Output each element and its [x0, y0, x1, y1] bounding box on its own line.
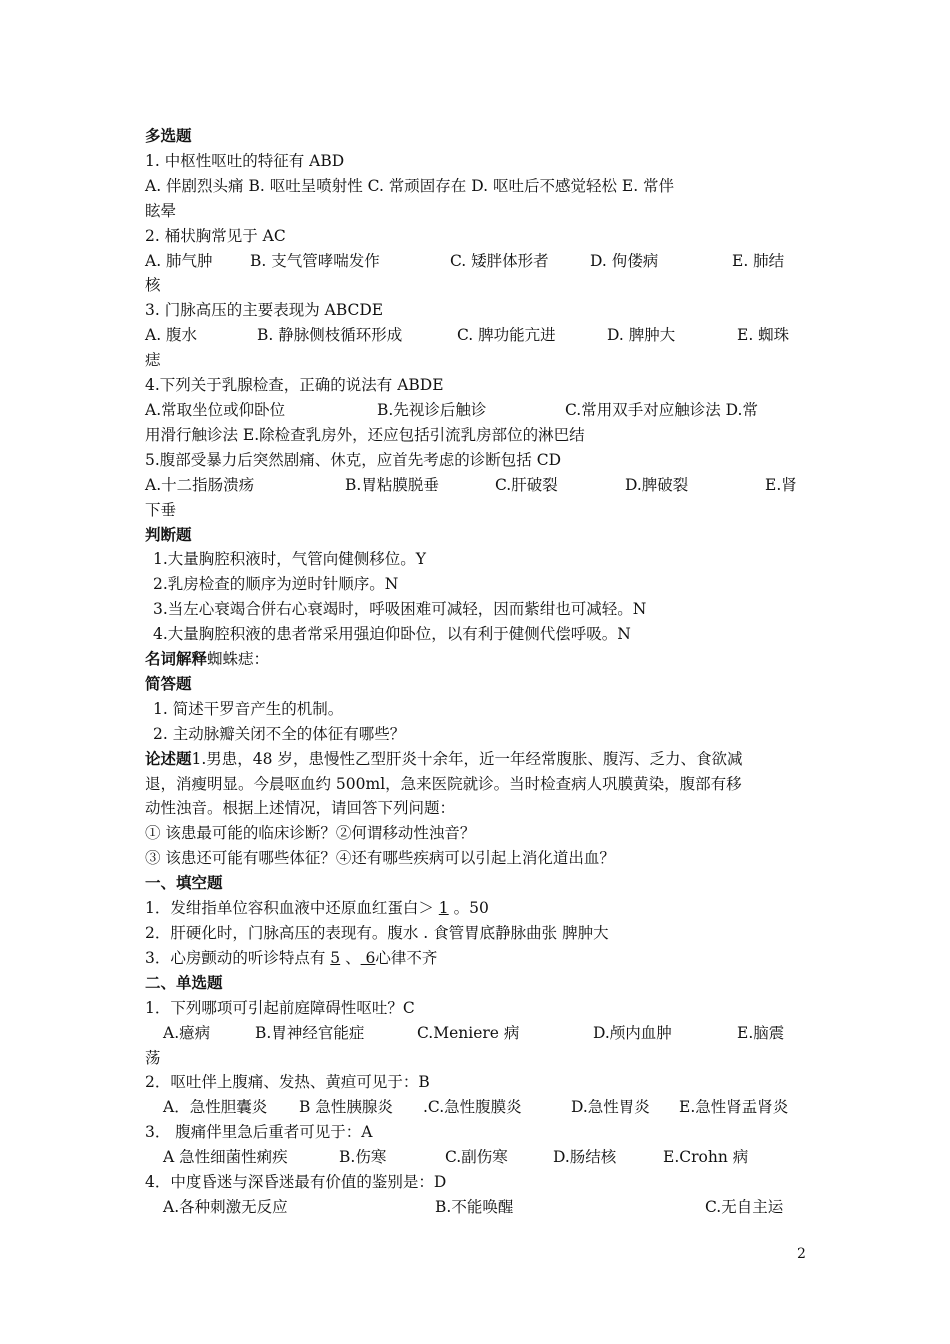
question: 3. 门脉高压的主要表现为 ABCDE	[145, 301, 384, 320]
option: B.胃神经官能症	[255, 1023, 365, 1042]
judge-item: 3.当左心衰竭合併右心衰竭时，呼吸困难可减轻，因而紫绀也可减轻。N	[153, 600, 647, 619]
option: E.急性肾盂肾炎	[679, 1098, 789, 1117]
short-item: 2. 主动脉瓣关闭不全的体征有哪些？	[153, 724, 406, 743]
essay-line: 动性浊音。根据上述情况，请回答下列问题：	[145, 799, 456, 818]
question: 5.腹部受暴力后突然剧痛、休克，应首先考虑的诊断包括 CD	[145, 450, 562, 469]
option: E.肾	[765, 475, 797, 494]
fill-text: 、	[340, 948, 361, 967]
option: A. 腹水	[145, 326, 198, 345]
option: E. 肺结	[732, 251, 785, 270]
options-line	[145, 473, 810, 498]
question: 4.下列关于乳腺检查，正确的说法有 ABDE	[145, 376, 444, 395]
question: 2．呕吐伴上腹痛、发热、黄疸可见于：B	[145, 1073, 430, 1092]
option: C. 矮胖体形者	[450, 251, 549, 270]
option: E.脑震	[737, 1023, 785, 1042]
options-line	[145, 249, 810, 274]
option: .C.急性腹膜炎	[423, 1098, 522, 1117]
options-line-wrap: 荡	[145, 1048, 161, 1067]
options-line-wrap: 核	[145, 276, 161, 295]
fill-blank: 5	[330, 948, 341, 967]
option: C. 脾功能亢进	[457, 326, 556, 345]
fill-item	[145, 896, 810, 921]
essay-line	[145, 747, 810, 772]
question: 1. 中枢性呕吐的特征有 ABD	[145, 151, 345, 170]
options-line	[145, 1145, 810, 1170]
section-heading-single: 二、单选题	[145, 972, 223, 992]
option: D.颅内血肿	[593, 1023, 672, 1042]
option: D. 佝偻病	[590, 251, 659, 270]
option: D.脾破裂	[625, 475, 689, 494]
option: C.肝破裂	[495, 475, 558, 494]
options-line	[145, 323, 810, 348]
fill-text: 。50	[448, 899, 489, 918]
options-line-wrap: 痣	[145, 351, 161, 370]
option: B.先视诊后触诊	[377, 400, 487, 419]
page-number: 2	[797, 1246, 806, 1262]
judge-item: 4.大量胸腔积液的患者常采用强迫仰卧位，以有利于健侧代偿呼吸。N	[153, 625, 631, 644]
term-line	[145, 647, 810, 672]
option: D.肠结核	[553, 1148, 617, 1167]
option: D. 脾肿大	[607, 326, 676, 345]
question: 2. 桶状胸常见于 AC	[145, 226, 286, 245]
fill-item: 2．肝硬化时，门脉高压的表现有。腹水 . 食管胃底静脉曲张 脾肿大	[145, 924, 609, 942]
judge-item: 2.乳房检查的顺序为逆时针顺序。N	[153, 575, 399, 594]
options-line-wrap: 用滑行触诊法 E.除检查乳房外，还应包括引流乳房部位的淋巴结	[145, 425, 585, 444]
essay-line: ① 该患最可能的临床诊断？②何谓移动性浊音？	[145, 824, 476, 843]
fill-text: 3．心房颤动的听诊特点有	[145, 948, 331, 967]
section-heading-judge: 判断题	[145, 524, 192, 544]
option: C.Meniere 病	[417, 1023, 520, 1042]
option: B 急性胰腺炎	[299, 1098, 393, 1117]
option: B.胃粘膜脱垂	[345, 475, 439, 494]
section-heading-essay: 论述题	[145, 748, 192, 768]
page-content	[145, 124, 810, 1220]
essay-line: ③ 该患还可能有哪些体征？④还有哪些疾病可以引起上消化道出血？	[145, 849, 615, 868]
option: B. 静脉侧枝循环形成	[257, 326, 403, 345]
option: B.伤寒	[339, 1148, 387, 1167]
option: C.无自主运	[705, 1197, 784, 1216]
section-heading-term: 名词解释	[145, 649, 208, 669]
option: B. 支气管哮喘发作	[250, 251, 380, 270]
option: A.十二指肠溃疡	[145, 475, 255, 494]
option: C.副伤寒	[445, 1148, 508, 1167]
short-item: 1. 简述干罗音产生的机制。	[153, 699, 344, 718]
judge-item: 1.大量胸腔积液时，气管向健侧移位。Y	[153, 550, 427, 569]
question: 3． 腹痛伴里急后重者可见于：A	[145, 1123, 373, 1142]
option: A 急性细菌性痢疾	[163, 1148, 288, 1167]
fill-text: 1．发绀指单位容积血液中还原血红蛋白＞	[145, 899, 439, 918]
options-line	[145, 1095, 810, 1120]
option: A.癔病	[163, 1023, 211, 1042]
fill-item	[145, 946, 810, 971]
section-heading-fill: 一、填空题	[145, 873, 223, 893]
option: A.各种刺激无反应	[163, 1197, 288, 1216]
section-heading-multi: 多选题	[145, 126, 192, 145]
options-line	[145, 1021, 810, 1046]
options-line: A. 伴剧烈头痛 B. 呕吐呈喷射性 C. 常顽固存在 D. 呕吐后不感觉轻松 E. 常伴	[145, 176, 675, 195]
option: A．急性胆囊炎	[163, 1098, 268, 1117]
options-line	[145, 398, 810, 423]
fill-blank: 1	[438, 899, 449, 918]
question: 1．下列哪项可引起前庭障碍性呕吐？C	[145, 998, 415, 1017]
option: B.不能唤醒	[435, 1197, 514, 1216]
essay-text: 1.男患，48 岁，患慢性乙型肝炎十余年，近一年经常腹胀、腹泻、乏力、食欲减	[191, 749, 743, 768]
options-line-wrap: 下垂	[145, 500, 177, 519]
option: E. 蜘珠	[737, 326, 790, 345]
section-heading-short: 简答题	[145, 673, 192, 693]
options-line	[145, 1195, 810, 1220]
options-line-wrap: 眩晕	[145, 201, 177, 220]
option: C.常用双手对应触诊法 D.常	[565, 400, 758, 419]
fill-text: 心律不齐	[375, 948, 438, 967]
question: 4．中度昏迷与深昏迷最有价值的鉴别是：D	[145, 1173, 447, 1192]
essay-line: 退，消瘦明显。今晨呕血约 500ml，急来医院就诊。当时检查病人巩膜黄染，腹部有移	[145, 774, 742, 793]
fill-blank: 6	[360, 948, 376, 967]
option: D.急性胃炎	[571, 1098, 650, 1117]
option: E.Crohn 病	[663, 1148, 749, 1167]
term-text: 蜘蛛痣：	[207, 650, 270, 669]
option: A. 肺气肿	[145, 251, 213, 270]
option: A.常取坐位或仰卧位	[145, 400, 286, 419]
